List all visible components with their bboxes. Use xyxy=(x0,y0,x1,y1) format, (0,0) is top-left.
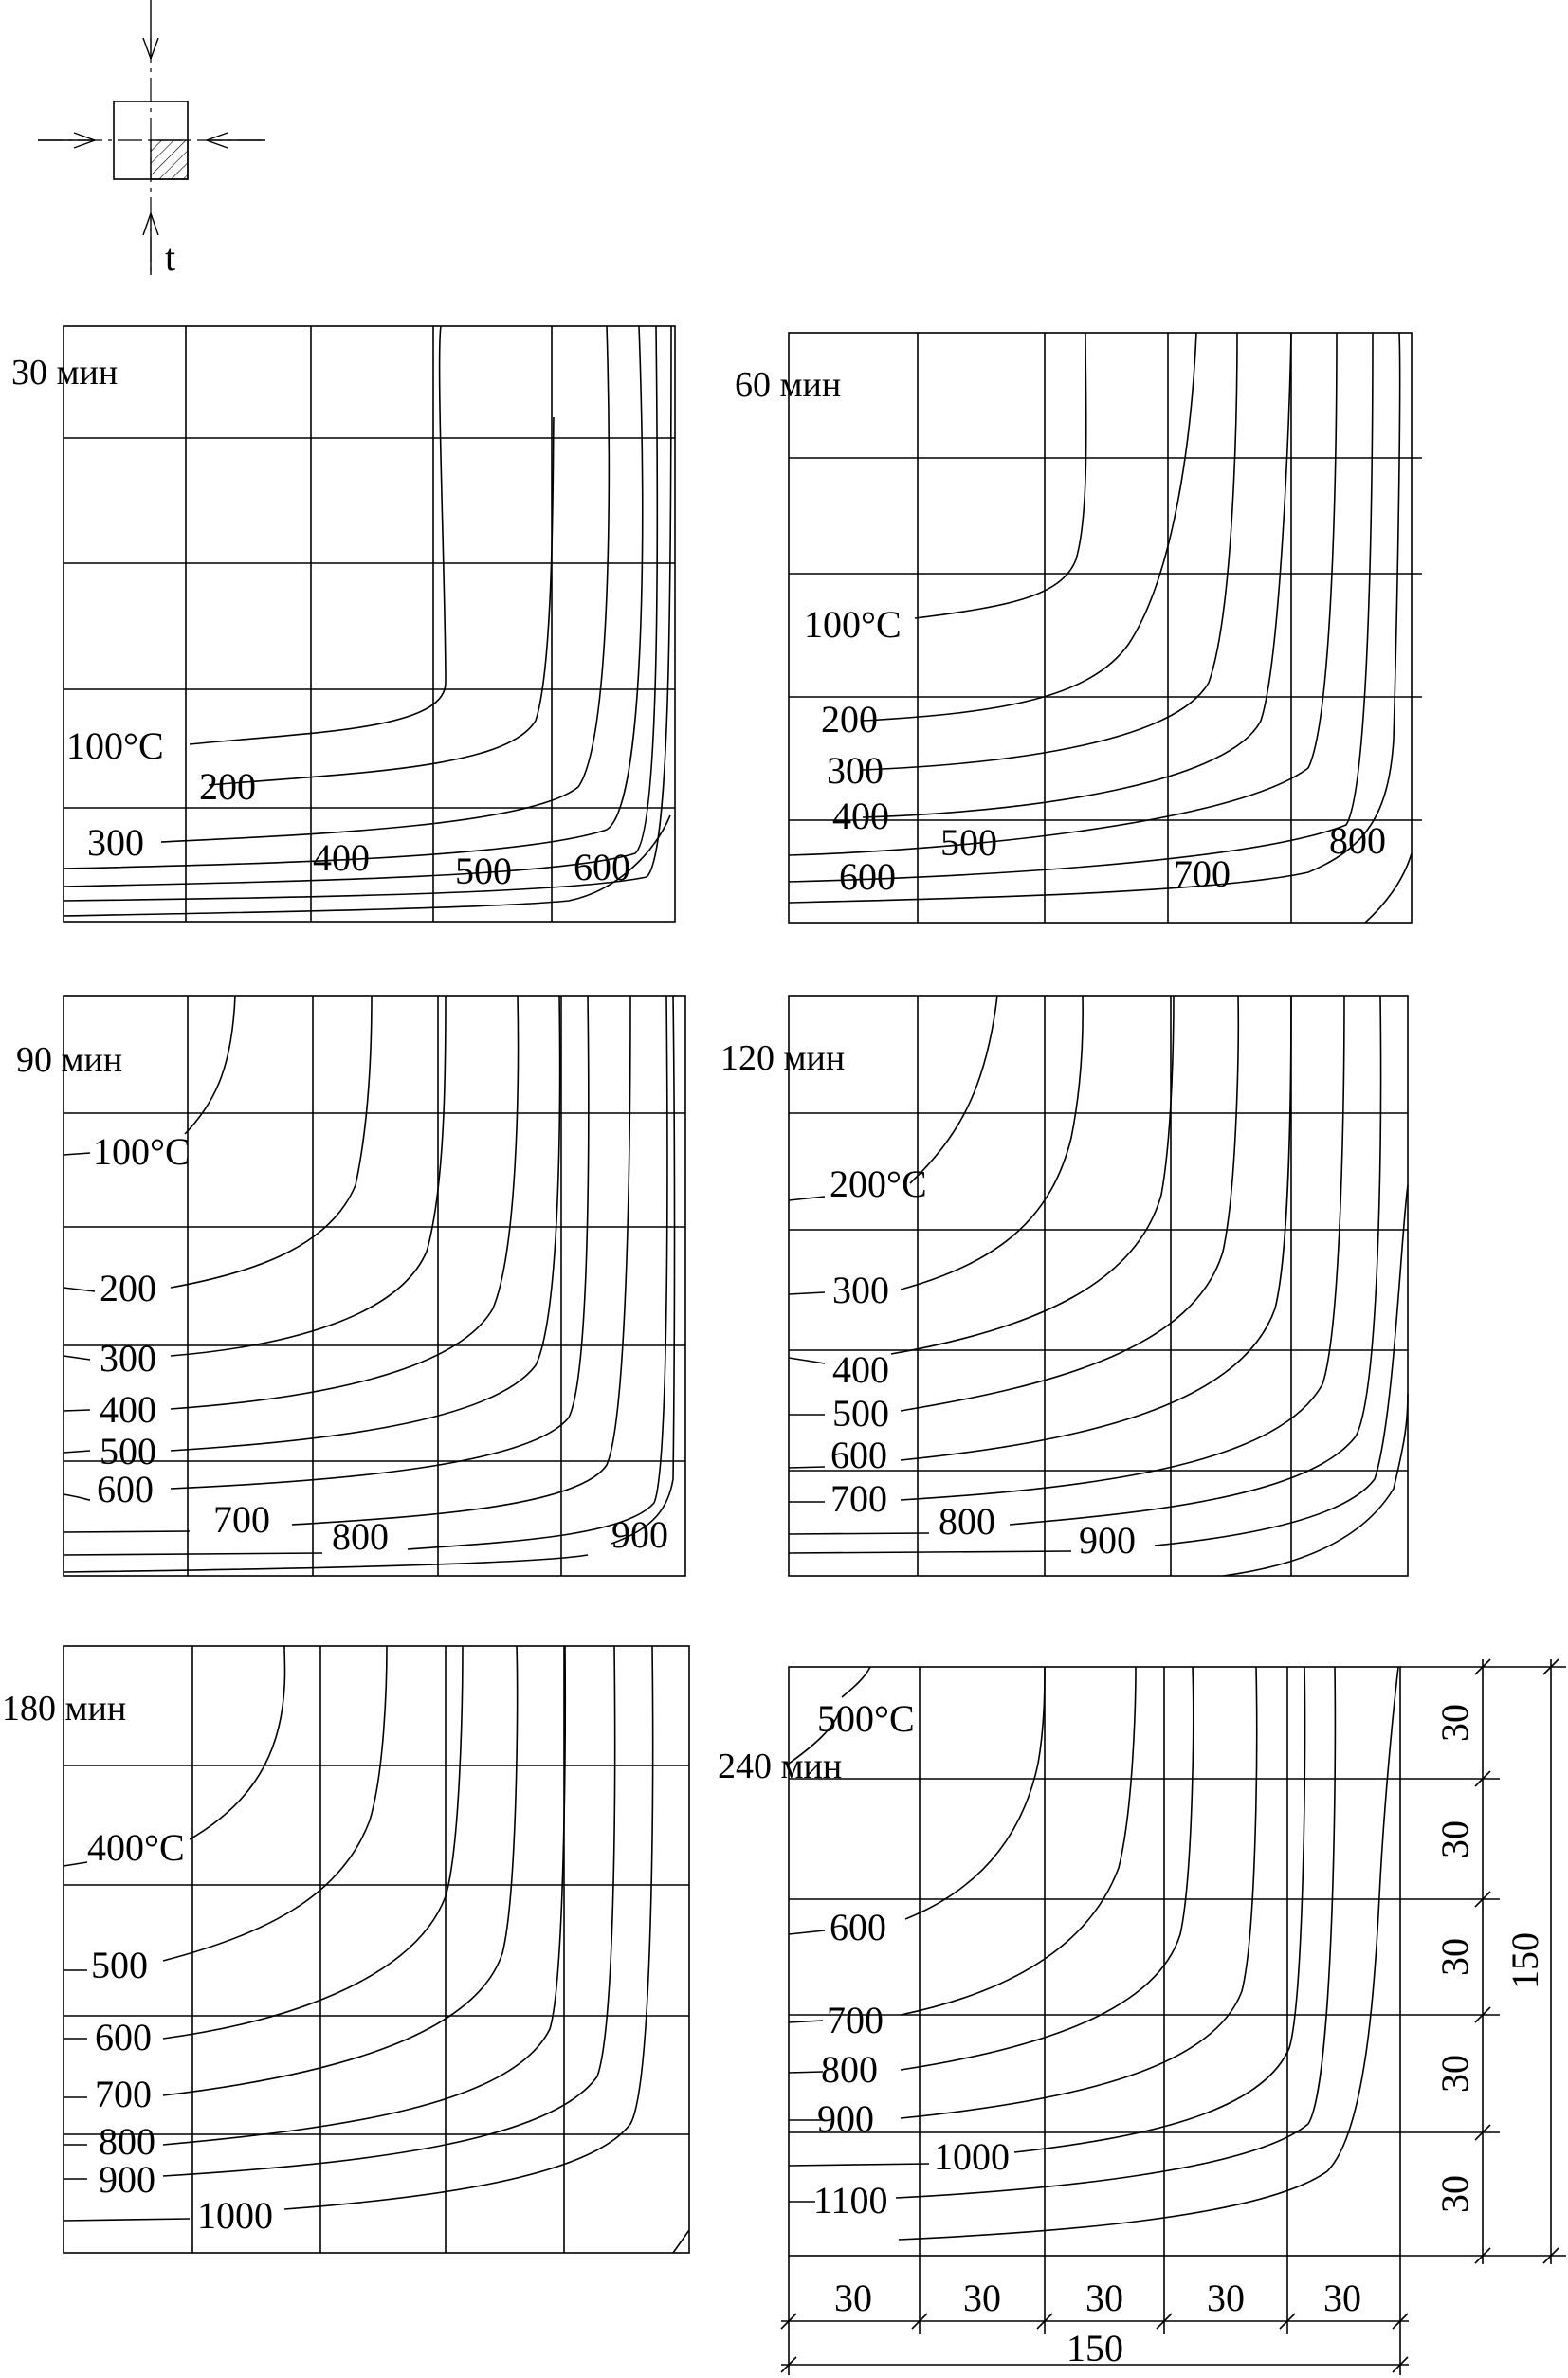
isotherm-label: 800 xyxy=(821,2048,878,2091)
isotherm-lines xyxy=(64,326,671,916)
isotherm-label: 700 xyxy=(95,2073,152,2115)
isotherm-label: 700 xyxy=(213,1498,270,1541)
panel-time-label: 60 мин xyxy=(735,365,842,405)
isotherm-label: 300 xyxy=(827,749,884,792)
isotherm-label: 500°C xyxy=(817,1697,915,1740)
isotherm-label: 400 xyxy=(100,1388,156,1431)
panel-time-label: 240 мин xyxy=(718,1747,843,1786)
dimension-label-horizontal: 30 xyxy=(1207,2277,1245,2319)
exposure-time-label: t xyxy=(165,236,176,279)
isotherm-label: 500 xyxy=(91,1944,148,1986)
isotherm-label: 700 xyxy=(827,1999,884,2041)
isotherm-lines xyxy=(64,1646,689,2253)
isotherm-label: 800 xyxy=(1329,819,1386,862)
isotherm-label: 800 xyxy=(332,1515,389,1558)
dimension-label-vertical: 30 xyxy=(1433,1704,1476,1742)
isotherm-label: 500 xyxy=(940,821,997,864)
dimension-label-vertical: 30 xyxy=(1433,2055,1476,2093)
isotherm-label: 700 xyxy=(1174,852,1231,895)
isotherm-label: 800 xyxy=(939,1500,995,1543)
isotherm-label: 700 xyxy=(830,1477,887,1520)
dimension-label-horizontal: 30 xyxy=(834,2277,872,2319)
isotherm-label: 1100 xyxy=(813,2179,888,2222)
isotherm-lines xyxy=(789,1667,1398,2240)
isotherm-label: 900 xyxy=(99,2158,155,2201)
heat-arrow-bottom xyxy=(143,213,158,275)
panel-120-min xyxy=(720,996,1408,1576)
isotherm-label: 400°C xyxy=(87,1826,185,1869)
isotherm-label: 1000 xyxy=(197,2194,273,2237)
isotherm-label: 600 xyxy=(574,846,630,888)
isotherm-label: 200 xyxy=(821,698,878,741)
panel-30-min xyxy=(11,326,675,922)
panel-time-label: 180 мин xyxy=(2,1689,127,1729)
isotherm-label: 600 xyxy=(97,1468,154,1510)
isotherm-label: 500 xyxy=(455,850,512,892)
dimension-label-vertical: 30 xyxy=(1433,1938,1476,1976)
panel-time-label: 90 мин xyxy=(16,1040,123,1080)
isotherm-label: 500 xyxy=(100,1430,156,1473)
dimension-label-horizontal: 30 xyxy=(1085,2277,1123,2319)
panel-time-label: 30 мин xyxy=(11,353,119,393)
dimension-label-horizontal: 30 xyxy=(963,2277,1001,2319)
isotherm-label: 500 xyxy=(832,1392,889,1435)
isotherm-label: 1000 xyxy=(934,2135,1010,2178)
panel-time-label: 120 мин xyxy=(720,1038,846,1078)
hatched-quarter xyxy=(151,140,188,179)
dimension-label-vertical: 30 xyxy=(1433,2175,1476,2213)
isotherm-label: 300 xyxy=(100,1337,156,1380)
panel-180-min xyxy=(2,1646,689,2253)
isotherm-label: 100°C xyxy=(93,1130,191,1173)
isotherm-label: 600 xyxy=(830,1434,887,1476)
section-schematic xyxy=(38,0,265,279)
dimension-total-horizontal: 150 xyxy=(1067,2327,1123,2369)
isotherm-label: 600 xyxy=(95,2016,152,2058)
isotherm-label: 200 xyxy=(100,1267,156,1309)
panel-90-min xyxy=(16,996,685,1576)
isotherm-label: 800 xyxy=(99,2120,155,2163)
isotherm-label: 400 xyxy=(832,1348,889,1391)
panel-240-min xyxy=(718,1659,1566,2375)
isotherm-label: 100°C xyxy=(66,724,164,767)
isotherm-label: 900 xyxy=(1079,1519,1136,1562)
isotherm-label: 400 xyxy=(832,795,889,837)
isotherm-label: 900 xyxy=(817,2097,874,2140)
heat-arrow-right xyxy=(207,133,265,148)
panel-60-min xyxy=(735,333,1422,923)
dimension-total-vertical: 150 xyxy=(1504,1932,1546,1989)
heat-arrow-left xyxy=(38,133,95,148)
panel-grid xyxy=(64,1646,689,2253)
panel-grid xyxy=(789,1667,1400,2256)
isotherm-label: 900 xyxy=(611,1513,668,1556)
isotherm-label: 300 xyxy=(832,1269,889,1311)
isotherm-label: 400 xyxy=(313,836,370,879)
isotherm-label: 600 xyxy=(830,1906,886,1948)
isotherm-label: 600 xyxy=(839,855,896,898)
isotherm-label: 300 xyxy=(87,821,144,864)
isotherm-label: 200 xyxy=(199,765,256,808)
panel-grid xyxy=(64,996,685,1576)
dimension-label-horizontal: 30 xyxy=(1323,2277,1361,2319)
isotherm-label: 200°C xyxy=(830,1162,927,1205)
isotherm-label: 100°C xyxy=(804,603,902,646)
dimension-label-vertical: 30 xyxy=(1433,1820,1476,1858)
panel-grid xyxy=(64,326,675,922)
heat-arrow-top xyxy=(143,0,158,59)
